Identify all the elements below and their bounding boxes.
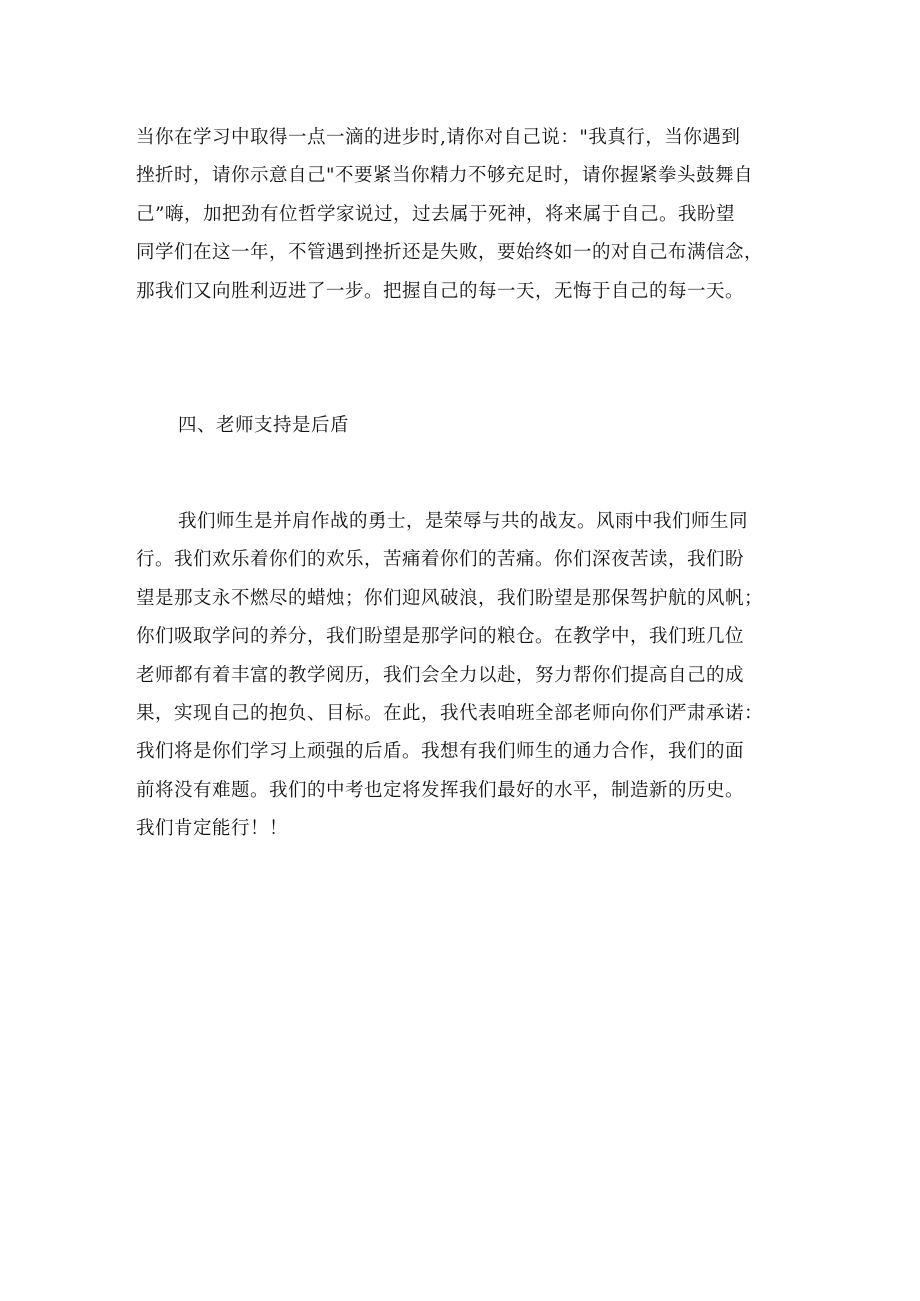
text-line: 我们将是你们学习上顽强的后盾。我想有我们师生的通力合作，我们的面 (136, 741, 745, 763)
text-line: 我们师生是并肩作战的勇士，是荣辱与共的战友。风雨中我们师生同 (178, 511, 749, 532)
text-line: 己”嗨，加把劲有位哲学家说过，过去属于死神，将来属于自己。我盼望 (136, 203, 735, 225)
text-line: 果，实现自己的抱负、目标。在此，我代表咱班全部老师向你们严肃承诺： (136, 703, 764, 725)
text-line: 你们吸取学问的养分，我们盼望是那学问的粮仓。在教学中，我们班几位 (136, 626, 745, 648)
paragraph-encouragement (136, 119, 796, 311)
paragraph-teacher-support (136, 503, 796, 849)
text-line: 行。我们欢乐着你们的欢乐，苦痛着你们的苦痛。你们深夜苦读，我们盼 (136, 549, 745, 571)
text-line: 挫折时，请你示意自己"不要紧当你精力不够充足时，请你握紧拳头鼓舞自 (136, 165, 754, 187)
text-line: 那我们又向胜利迈进了一步。把握自己的每一天，无悔于自己的每一天。 (136, 280, 745, 302)
section-heading: 四、老师支持是后盾 (178, 415, 350, 436)
text-line: 望是那支永不燃尽的蜡烛；你们迎风破浪，我们盼望是那保驾护航的风帆； (136, 587, 764, 609)
text-line: 我们肯定能行！！ (136, 818, 289, 840)
text-line: 老师都有着丰富的教学阅历，我们会全力以赴，努力帮你们提高自己的成 (136, 664, 745, 686)
text-line: 同学们在这一年，不管遇到挫折还是失败，要始终如一的对自己布满信念， (136, 242, 764, 264)
text-line: 当你在学习中取得一点一滴的进步时,请你对自己说："我真行，当你遇到 (136, 127, 741, 148)
text-line: 前将没有难题。我们的中考也定将发挥我们最好的水平，制造新的历史。 (136, 779, 745, 801)
